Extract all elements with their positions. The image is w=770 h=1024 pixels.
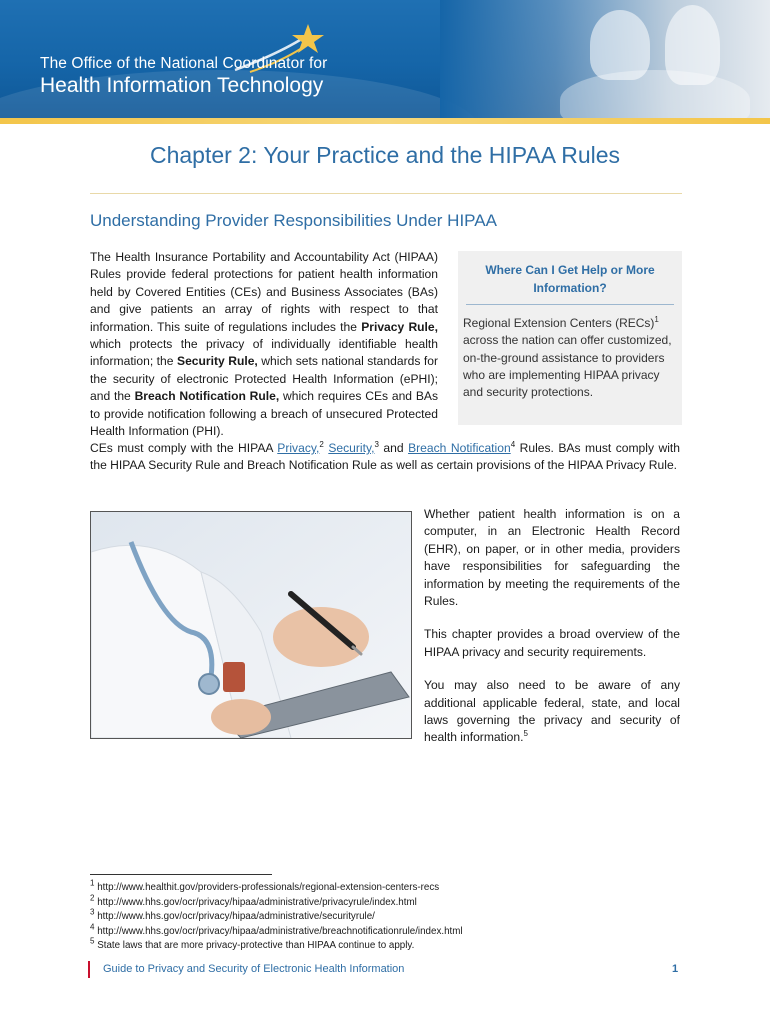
chapter-title: Chapter 2: Your Practice and the HIPAA Rules: [149, 142, 621, 168]
intro-text: The Health Insurance Portability and Accountability Act (HIPAA) Rules provide federal protections for patient health information held by Covered Entities (CEs) and Business Associates (BAs) and give patients an array of rights with respect to that information. This suite of regulations includes the: [90, 250, 438, 334]
banner-figure: [560, 70, 750, 118]
footnote-item: [90, 893, 690, 911]
footnote-number: 2: [90, 893, 95, 903]
footnote-ref-4: 4: [510, 439, 516, 449]
page-number: 1: [672, 963, 679, 975]
footnote-item: [90, 922, 690, 940]
gold-divider: [0, 118, 770, 124]
footer-accent-bar: [88, 961, 90, 978]
footnote-item: [90, 907, 690, 925]
header-banner: [0, 0, 770, 118]
footnote-number: 1: [90, 878, 95, 888]
title-rule: [90, 193, 682, 194]
footnote-text[interactable]: http://www.healthit.gov/providers-professionals/regional-extension-centers-recs: [97, 882, 440, 893]
help-sidebar: [458, 251, 682, 425]
compliance-text: and: [378, 441, 409, 455]
right-paragraph-3: [424, 677, 680, 747]
sidebar-body: [463, 315, 676, 401]
sidebar-text: Regional Extension Centers (RECs): [463, 316, 655, 330]
footnote-ref-3: 3: [374, 439, 379, 449]
right-paragraph-1: Whether patient health information is on a computer, in an Electronic Health Record (EHR), on paper, or in other media, providers have responsibilities for safeguarding the information by meeting the requirements of the Rules.: [424, 507, 680, 609]
footnote-ref-5: 5: [523, 729, 528, 739]
privacy-rule-link[interactable]: Privacy,: [277, 441, 320, 455]
intro-paragraph: [90, 249, 438, 440]
intro-text: which sets national standards for the security of electronic Protected Health Information (ePHI); and the: [90, 354, 438, 404]
right-paragraph-3-text: You may also need to be aware of any additional applicable federal, state, and local laws governing the privacy and security of health information.: [424, 678, 680, 745]
compliance-text: Rules. BAs must comply with the HIPAA Security Rule and Breach Notification Rule as well as certain provisions of the HIPAA Privacy Rule.: [90, 441, 680, 473]
footnote-ref-1: 1: [654, 315, 659, 324]
doctor-illustration: [91, 512, 411, 738]
compliance-paragraph: [90, 440, 680, 475]
footnote-item: [90, 936, 690, 954]
security-rule-link[interactable]: Security,: [328, 441, 375, 455]
org-name-line1: The Office of the National Coordinator for: [40, 55, 328, 72]
doctor-tablet-photo: [90, 511, 412, 739]
footnote-ref-2: 2: [319, 439, 324, 449]
footnote-number: 5: [90, 936, 95, 946]
breach-notification-link[interactable]: Breach Notification: [408, 441, 511, 455]
footnote-text[interactable]: http://www.hhs.gov/ocr/privacy/hipaa/administrative/securityrule/: [97, 911, 375, 922]
right-column-text: [424, 506, 680, 763]
privacy-rule-term: Privacy Rule,: [361, 319, 439, 334]
section-title: Understanding Provider Responsibilities Under HIPAA: [90, 211, 497, 230]
footnote-number: 4: [90, 922, 95, 932]
security-rule-term: Security Rule,: [177, 354, 258, 369]
footnotes: [90, 878, 690, 954]
intro-text: which protects the privacy of individually identifiable health information; the: [90, 337, 438, 369]
org-name-line2: Health Information Technology: [40, 74, 324, 97]
footnote-number: 3: [90, 907, 95, 917]
sidebar-title: Where Can I Get Help or More Information?: [466, 262, 674, 305]
intro-text: which requires CEs and BAs to provide notification following a breach of unsecured Protected Health Information (PHI).: [90, 389, 439, 439]
footnote-text: State laws that are more privacy-protective than HIPAA continue to apply.: [97, 940, 415, 951]
breach-rule-term: Breach Notification Rule,: [134, 389, 280, 404]
footnote-rule: [90, 874, 272, 875]
right-paragraph-2: This chapter provides a broad overview of the HIPAA privacy and security requirements.: [424, 627, 680, 659]
compliance-text: CEs must comply with the HIPAA: [90, 441, 278, 455]
footnote-text[interactable]: http://www.hhs.gov/ocr/privacy/hipaa/administrative/breachnotificationrule/index.html: [97, 925, 463, 937]
footer-guide-title: Guide to Privacy and Security of Electronic Health Information: [103, 963, 405, 975]
banner-photo: [440, 0, 770, 118]
sidebar-text: across the nation can offer customized, on-the-ground assistance to providers who are implementing HIPAA privacy and security protections.: [463, 333, 672, 400]
footnote-text[interactable]: http://www.hhs.gov/ocr/privacy/hipaa/administrative/privacyrule/index.html: [97, 896, 417, 908]
footnote-item: [90, 878, 690, 896]
